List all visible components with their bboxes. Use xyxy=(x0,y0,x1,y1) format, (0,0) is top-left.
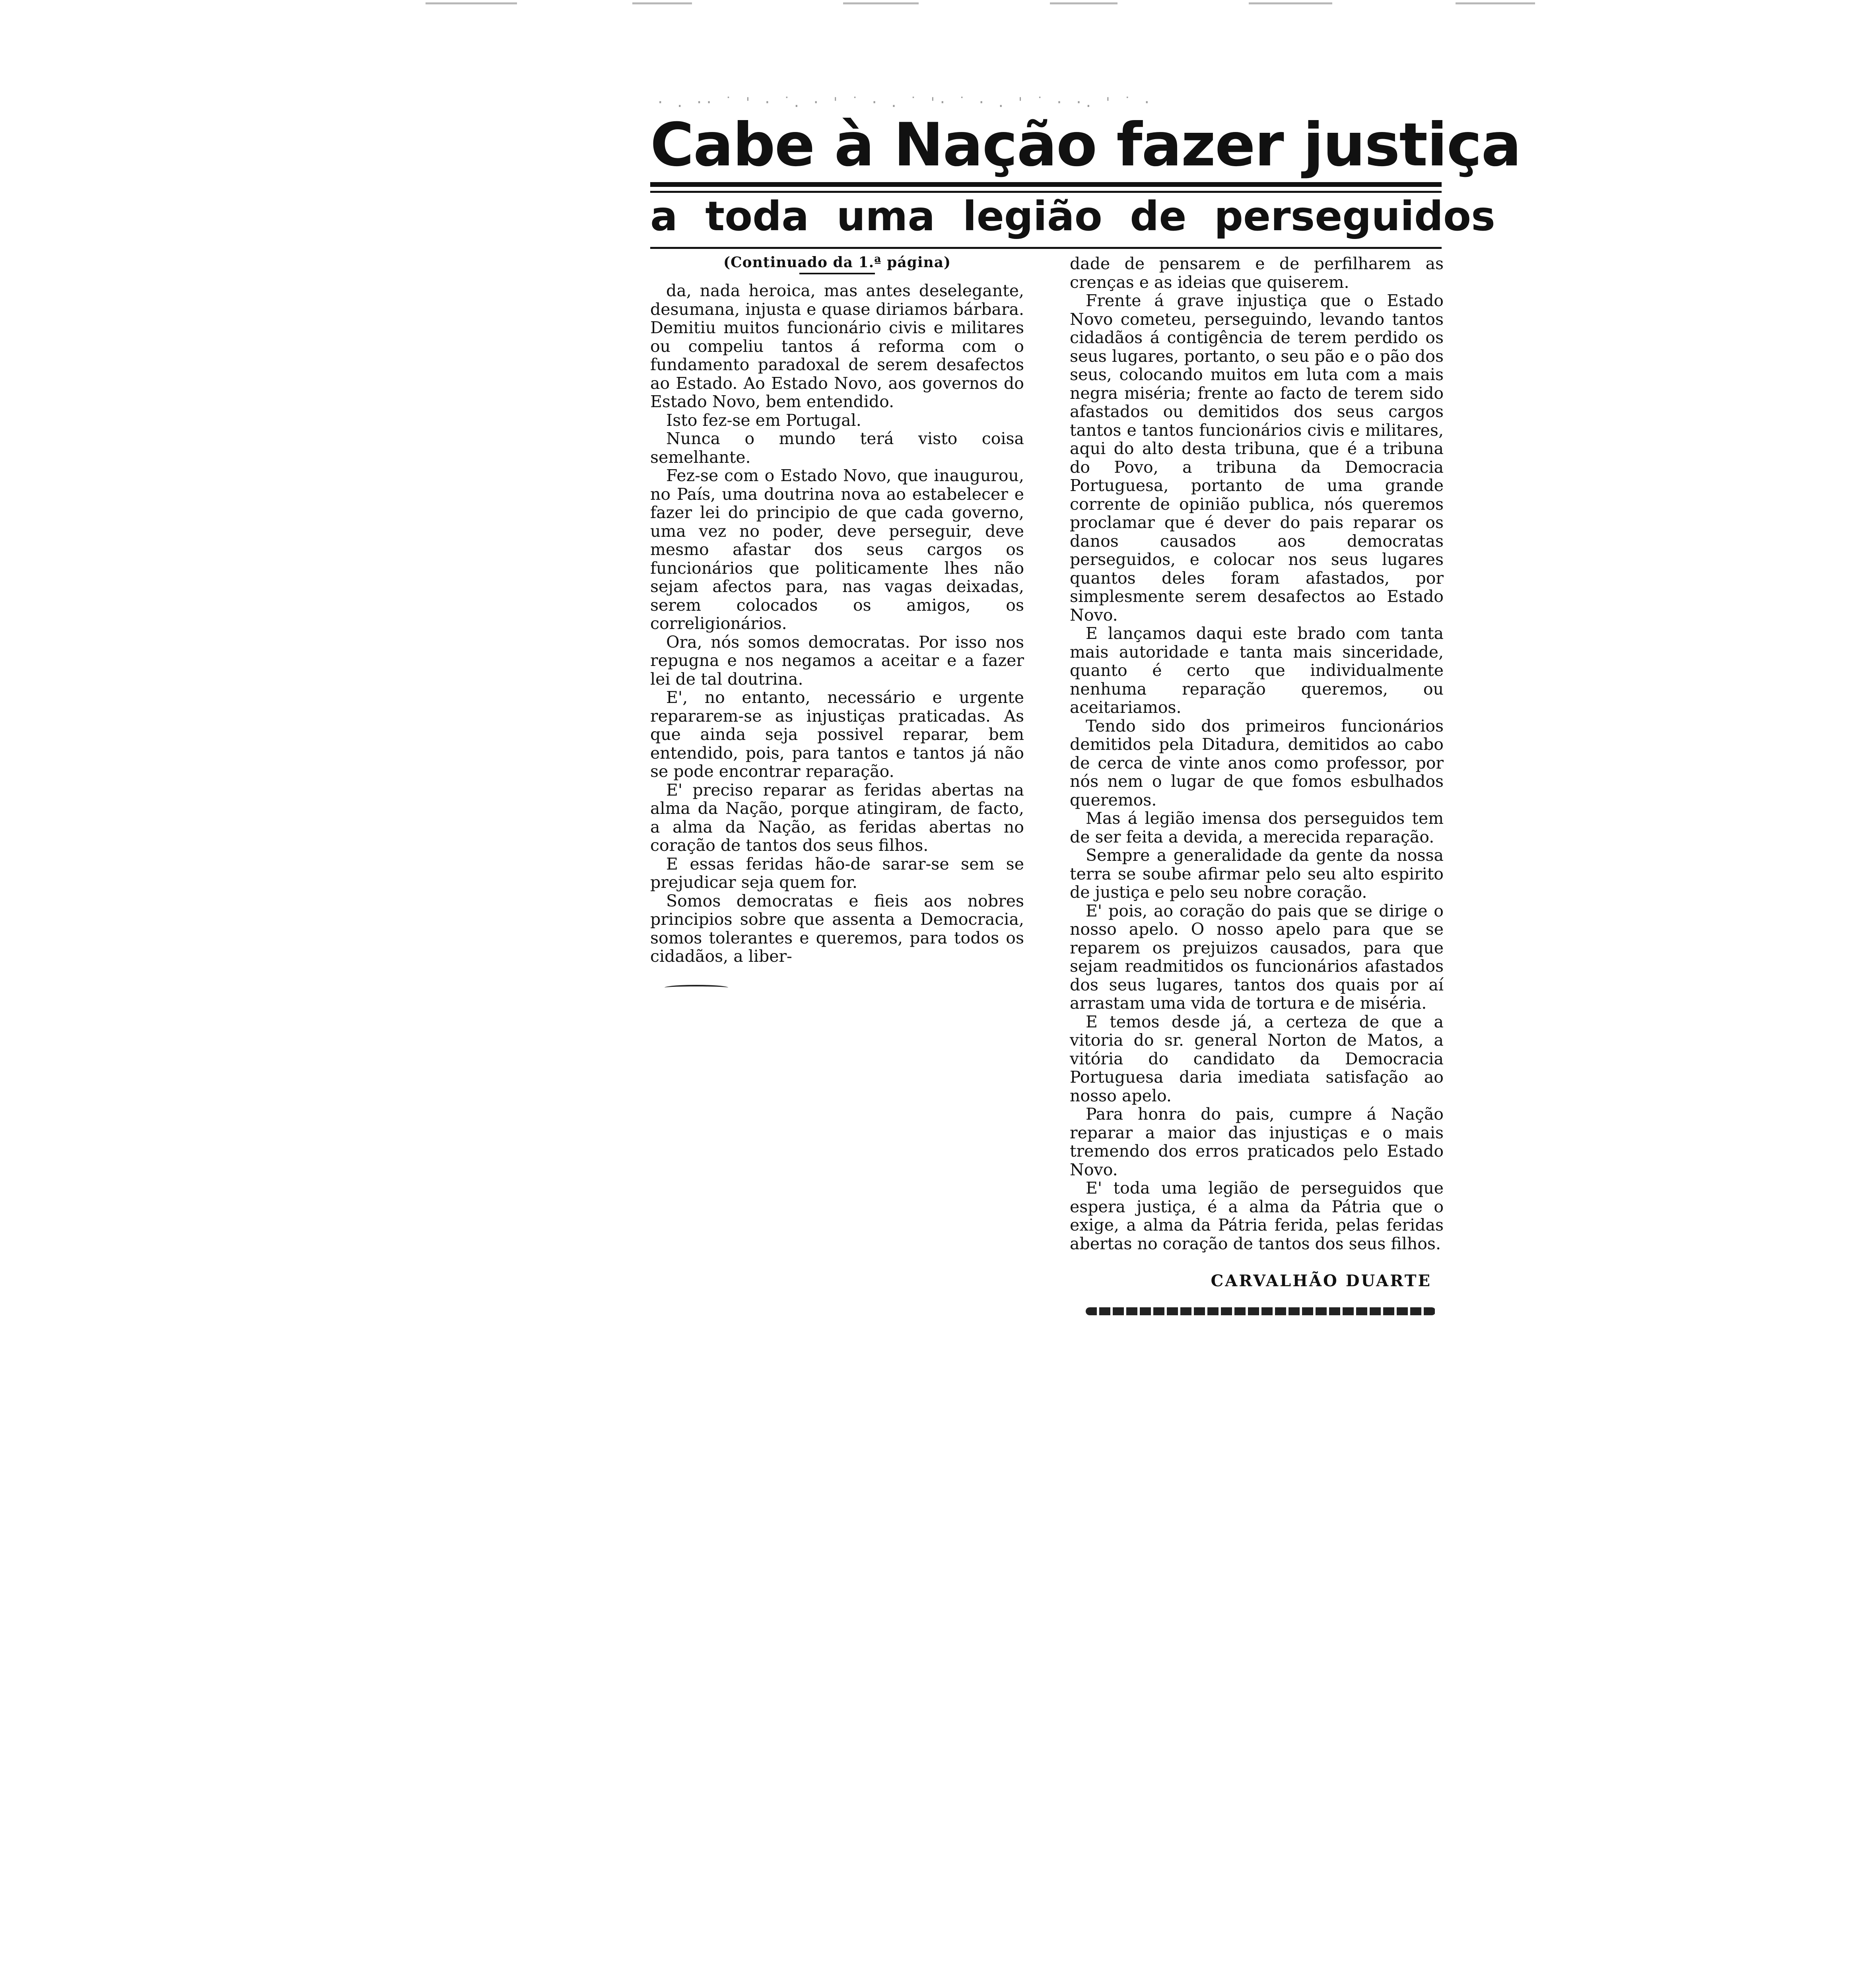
article-header xyxy=(650,111,1521,249)
paragraph: E' toda uma legião de perseguidos que espera justiça, é a alma da Pátria que o exige, a alma da Pátria ferida, pelas feridas abertas no coração de tantos dos seus filhos. xyxy=(1070,1178,1444,1253)
paragraph: Fez-se com o Estado Novo, que inaugurou, no País, uma doutrina nova ao estabelecer e fazer lei do principio de que cada governo, uma vez no poder, deve perseguir, deve mesmo afastar dos seus cargos os funcionários que politicamente lhes não sejam afectos para, nas vagas deixadas, serem colocados os amigos, os correligionários. xyxy=(650,466,1024,633)
right-column xyxy=(1070,254,1444,1315)
scan-edge-rule xyxy=(1050,2,1118,4)
scan-edge-rule xyxy=(1249,2,1332,4)
scan-edge-rule xyxy=(1456,2,1535,4)
headline: Cabe à Nação fazer justiça xyxy=(650,111,1521,180)
paragraph: Nunca o mundo terá visto coisa semelhante. xyxy=(650,429,1024,467)
paragraph: E' preciso reparar as feridas abertas na alma da Nação, porque atingiram, de facto, a alma da Nação, as feridas abertas no coração de tantos dos seus filhos. xyxy=(650,780,1024,855)
subheadline-rule xyxy=(650,247,1442,249)
subheadline: a toda uma legião de perseguidos xyxy=(650,193,1495,240)
paragraph: Sempre a generalidade da gente da nossa terra se soube afirmar pelo seu alto espirito de justiça e pelo seu nobre coração. xyxy=(1070,846,1444,902)
author-signature: CARVALHÃO DUARTE xyxy=(1211,1272,1432,1290)
paragraph: dade de pensarem e de perfilharem as crenças e as ideias que quiserem. xyxy=(1070,254,1444,292)
scan-edge-rule xyxy=(632,2,692,4)
paragraph: E temos desde já, a certeza de que a vitoria do sr. general Norton de Matos, a vitória do candidato da Democracia Portuguesa daria imediata satisfação ao nosso apelo. xyxy=(1070,1012,1444,1105)
paragraph: Tendo sido dos primeiros funcionários demitidos pela Ditadura, demitidos ao cabo de cerca de vinte anos como professor, por nós nem o lugar de que fomos esbulhados queremos. xyxy=(1070,716,1444,810)
closing-rule xyxy=(1086,1307,1436,1315)
paragraph: E', no entanto, necessário e urgente repararem-se as injustiças praticadas. As que ainda seja possivel reparar, bem entendido, pois, para tantos e tantos já não se pode encontrar reparação. xyxy=(650,688,1024,781)
paragraph: E' pois, ao coração do pais que se dirige o nosso apelo. O nosso apelo para que se reparem os prejuizos causados, para que sejam readmitidos os funcionários afastados dos seus lugares, tantos dos quais por aí arrastam uma vida de tortura e de miséria. xyxy=(1070,901,1444,1013)
column-end-mark xyxy=(665,985,728,990)
paragraph: Somos democratas e fieis aos nobres principios sobre que assenta a Democracia, somos tolerantes e queremos, para todos os cidadãos, a liber- xyxy=(650,891,1024,966)
continued-note: (Continuado da 1.ª página) xyxy=(723,254,951,271)
headline-double-rule xyxy=(650,182,1442,193)
scan-edge-rule xyxy=(426,2,517,4)
left-column xyxy=(650,254,1024,990)
scan-edge-rule xyxy=(843,2,919,4)
paragraph: Ora, nós somos democratas. Por isso nos repugna e nos negamos a aceitar e a fazer lei de tal doutrina. xyxy=(650,632,1024,689)
paragraph: Frente á grave injustiça que o Estado Novo cometeu, perseguindo, levando tantos cidadãos á contigência de terem perdido os seus lugares, portanto, o seu pão e o pão dos seus, colocando muitos em luta com a mais negra miséria; frente ao facto de terem sido afastados ou demitidos dos seus cargos tantos e tantos funcionários civis e militares, aqui do alto desta tribuna, que é a tribuna do Povo, a tribuna da Democracia Portuguesa, portanto de uma grande corrente de opinião publica, nós queremos proclamar que é dever do pais reparar os danos causados aos democratas perseguidos, e colocar nos seus lugares quantos deles foram afastados, por simplesmente serem desafectos ao Estado Novo. xyxy=(1070,291,1444,625)
paragraph: Mas á legião imensa dos perseguidos tem de ser feita a devida, a merecida reparação. xyxy=(1070,809,1444,846)
paragraph: E essas feridas hão-de sarar-se sem se prejudicar seja quem for. xyxy=(650,854,1024,892)
paragraph: Para honra do pais, cumpre á Nação reparar a maior das injustiças e o mais tremendo dos erros praticados pelo Estado Novo. xyxy=(1070,1105,1444,1179)
paragraph: E lançamos daqui este brado com tanta mais autoridade e tanta mais sinceridade, quanto é certo que individualmente nenhuma reparação queremos, ou aceitariamos. xyxy=(1070,624,1444,717)
scan-noise: · . ·· ˙ ' · ˙. · ' ˙ · . ˙ '· ˙ · . ' ˙ · ·. ' ˙ · xyxy=(656,95,1153,110)
continued-note-rule xyxy=(799,273,875,274)
paragraph: Isto fez-se em Portugal. xyxy=(666,410,861,430)
paragraph: da, nada heroica, mas antes deselegante, desumana, injusta e quase diriamos bárbara. Demitiu muitos funcionário civis e militares ou compeliu tantos á reforma com o fundamento paradoxal de serem desafectos ao Estado. Ao Estado Novo, aos governos do Estado Novo, bem entendido. xyxy=(650,281,1024,411)
